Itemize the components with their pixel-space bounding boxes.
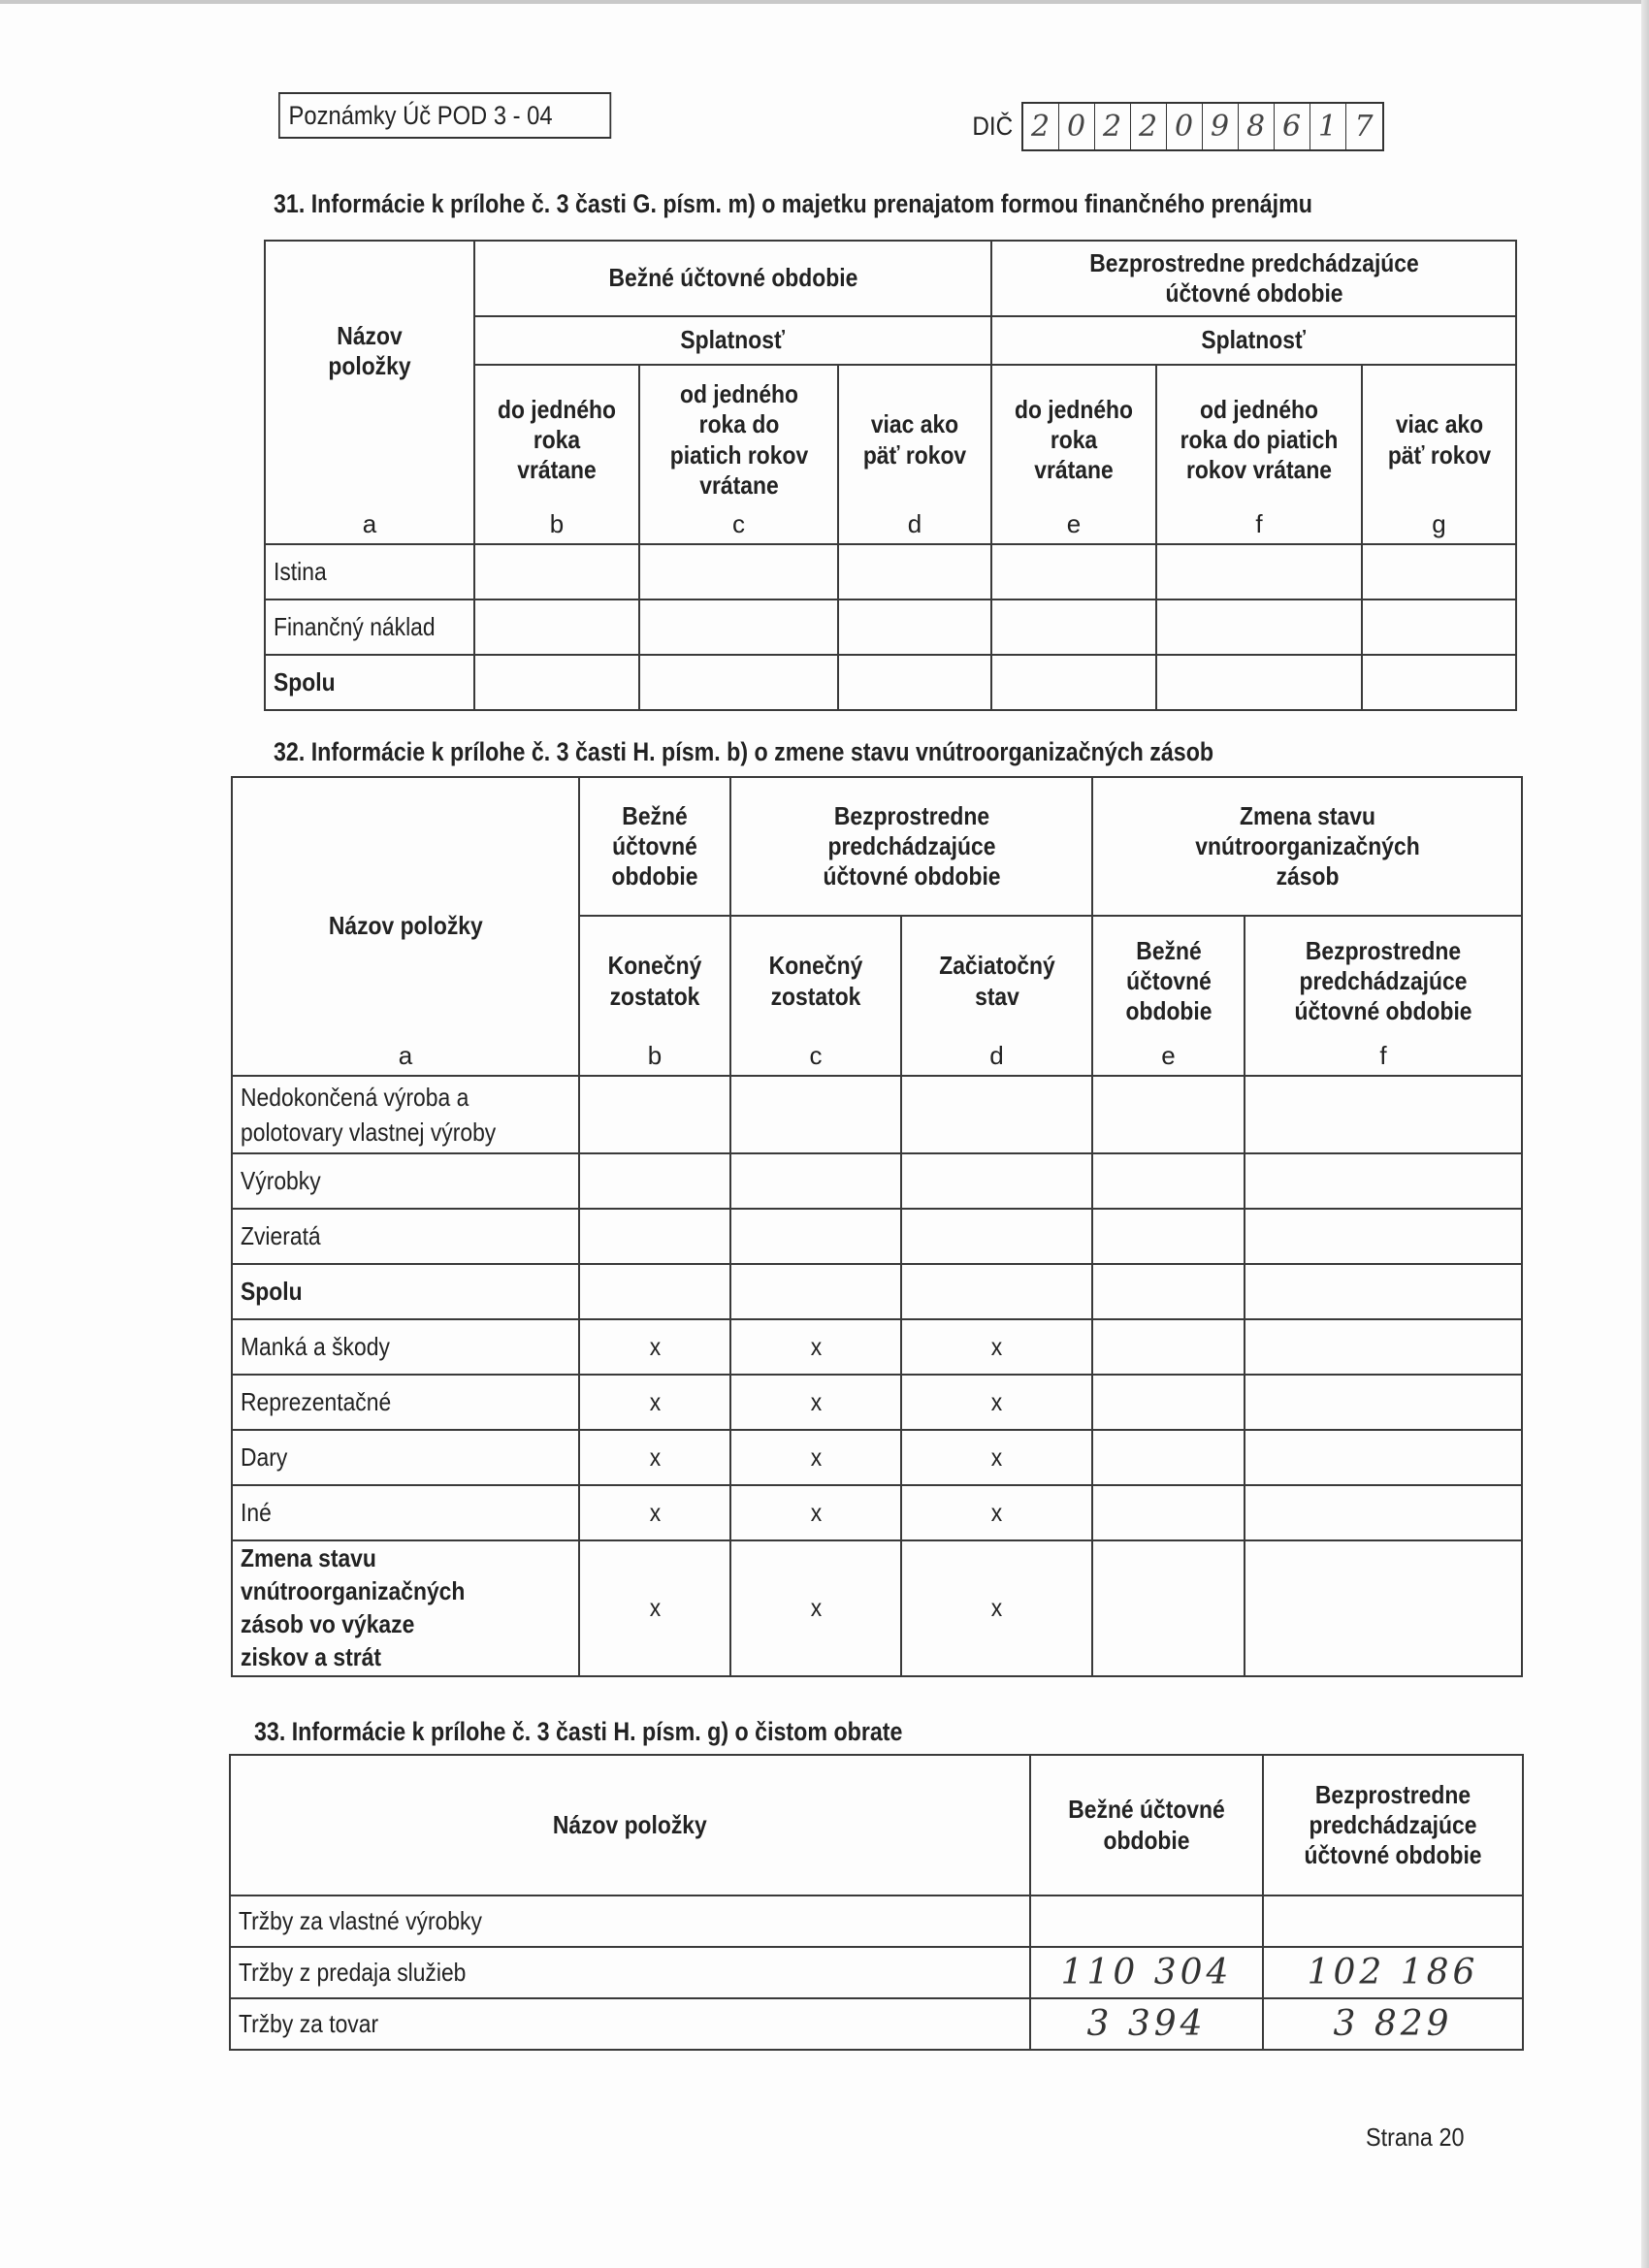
- period-previous-header: Bezprostredne predchádzajúce účtovné obdobie: [991, 241, 1516, 316]
- dic-digit[interactable]: 0: [1059, 104, 1095, 149]
- col-letter: d: [907, 508, 922, 538]
- col-header-name: Názov položky a: [232, 777, 579, 1076]
- table-row: [230, 1895, 1523, 1947]
- table-row: [230, 1947, 1523, 1998]
- data-cell[interactable]: [838, 544, 991, 599]
- form-code-text: Poznámky Úč POD 3 - 04: [288, 101, 553, 130]
- col-letter: d: [989, 1040, 1004, 1070]
- row-label: Tržby z predaja služieb: [230, 1947, 1030, 1998]
- data-cell[interactable]: [991, 655, 1156, 710]
- row-label: Tržby za tovar: [230, 1998, 1030, 2050]
- group-current-header: Bežné účtovné obdobie: [579, 777, 730, 916]
- subcol-header: Bežné účtovné obdobie e: [1092, 916, 1245, 1076]
- table-row: [230, 1998, 1523, 2050]
- net-turnover-table: [229, 1754, 1524, 2051]
- section-32-title: 32. Informácie k prílohe č. 3 časti H. písm. b) o zmene stavu vnútroorganizačných zásob: [274, 737, 1214, 766]
- value-current[interactable]: [1030, 1895, 1263, 1947]
- data-cell[interactable]: [901, 1153, 1092, 1209]
- col-letter: a: [362, 508, 377, 538]
- data-cell[interactable]: [1245, 1430, 1522, 1485]
- col-header-name: Názov položky: [230, 1755, 1030, 1895]
- subcol-header: Konečný zostatok b: [579, 916, 730, 1076]
- value-current[interactable]: 3 394: [1030, 1998, 1263, 2050]
- data-cell[interactable]: [991, 544, 1156, 599]
- col-header-current: Bežné účtovné obdobie: [1030, 1755, 1263, 1895]
- row-label: Manká a škody: [232, 1319, 579, 1375]
- col-letter: g: [1432, 508, 1446, 538]
- dic-digit-boxes: [1021, 102, 1384, 151]
- data-cell[interactable]: [1092, 1264, 1245, 1319]
- dic-field: [970, 102, 1384, 151]
- data-cell: x: [901, 1540, 1092, 1676]
- data-cell[interactable]: [579, 1264, 730, 1319]
- row-label: Nedokončená výroba a polotovary vlastnej výroby: [232, 1076, 579, 1153]
- page-number: Strana 20: [1366, 2122, 1465, 2152]
- col-letter: e: [1161, 1040, 1176, 1070]
- subcol-header: viac ako päť rokov d: [838, 365, 991, 544]
- data-cell[interactable]: [1245, 1076, 1522, 1153]
- data-cell: x: [579, 1430, 730, 1485]
- data-cell: x: [901, 1430, 1092, 1485]
- dic-digit[interactable]: 2: [1023, 104, 1059, 149]
- subcol-header: Začiatočný stav d: [901, 916, 1092, 1076]
- value-previous[interactable]: 102 186: [1263, 1947, 1523, 1998]
- row-label: Tržby za vlastné výrobky: [230, 1895, 1030, 1947]
- data-cell[interactable]: [474, 599, 639, 655]
- table-row: [232, 1375, 1522, 1430]
- data-cell[interactable]: [991, 599, 1156, 655]
- col-letter: b: [647, 1040, 663, 1070]
- row-label: Zvieratá: [232, 1209, 579, 1264]
- row-label: Istina: [265, 544, 474, 599]
- data-cell[interactable]: [730, 1209, 901, 1264]
- data-cell: x: [730, 1430, 901, 1485]
- data-cell[interactable]: [579, 1076, 730, 1153]
- table-row: [265, 544, 1516, 599]
- row-label: Iné: [232, 1485, 579, 1540]
- data-cell: x: [901, 1485, 1092, 1540]
- dic-digit[interactable]: 2: [1131, 104, 1167, 149]
- col-header-previous: Bezprostredne predchádzajúce účtovné obdobie: [1263, 1755, 1523, 1895]
- data-cell: x: [901, 1319, 1092, 1375]
- data-cell[interactable]: [579, 1153, 730, 1209]
- section-31-title: 31. Informácie k prílohe č. 3 časti G. písm. m) o majetku prenajatom formou finančného prenájmu: [274, 189, 1312, 218]
- scan-edge-right: [1641, 0, 1649, 2268]
- form-code-box: [278, 92, 611, 139]
- data-cell[interactable]: [639, 599, 838, 655]
- data-cell[interactable]: [901, 1076, 1092, 1153]
- data-cell[interactable]: [730, 1076, 901, 1153]
- col-letter: f: [1379, 1040, 1387, 1070]
- data-cell[interactable]: [1092, 1076, 1245, 1153]
- value-current[interactable]: 110 304: [1030, 1947, 1263, 1998]
- data-cell[interactable]: [1362, 544, 1516, 599]
- data-cell[interactable]: [730, 1153, 901, 1209]
- data-cell: x: [579, 1375, 730, 1430]
- table-row: [232, 1076, 1522, 1153]
- subcol-header: viac ako päť rokov g: [1362, 365, 1516, 544]
- table-row: [265, 599, 1516, 655]
- subcol-header: do jedného roka vrátane b: [474, 365, 639, 544]
- row-label: Dary: [232, 1430, 579, 1485]
- value-previous[interactable]: 3 829: [1263, 1998, 1523, 2050]
- value-previous[interactable]: [1263, 1895, 1523, 1947]
- data-cell: x: [901, 1375, 1092, 1430]
- table-row: [232, 1485, 1522, 1540]
- col-letter: f: [1255, 508, 1263, 538]
- dic-digit[interactable]: 0: [1167, 104, 1203, 149]
- data-cell[interactable]: [1245, 1540, 1522, 1676]
- data-cell[interactable]: [1092, 1375, 1245, 1430]
- table-row-total: [232, 1264, 1522, 1319]
- dic-digit[interactable]: 6: [1275, 104, 1310, 149]
- table-row: [232, 1319, 1522, 1375]
- dic-digit[interactable]: 2: [1095, 104, 1131, 149]
- scan-edge-top: [0, 0, 1649, 4]
- col-header-name: Názov položky a: [265, 241, 474, 544]
- period-current-header: Bežné účtovné obdobie: [474, 241, 991, 316]
- data-cell[interactable]: [474, 544, 639, 599]
- data-cell: x: [730, 1319, 901, 1375]
- subcol-header: do jedného roka vrátane e: [991, 365, 1156, 544]
- row-label: Spolu: [265, 655, 474, 710]
- group-change-header: Zmena stavu vnútroorganizačných zásob: [1092, 777, 1522, 916]
- data-cell[interactable]: [1092, 1153, 1245, 1209]
- data-cell[interactable]: [1156, 544, 1362, 599]
- dic-label: DIČ: [972, 112, 1014, 141]
- row-label: Zmena stavu vnútroorganizačných zásob vo výkaze ziskov a strát: [232, 1540, 579, 1676]
- data-cell: x: [730, 1540, 901, 1676]
- data-cell[interactable]: [901, 1264, 1092, 1319]
- row-label: Finančný náklad: [265, 599, 474, 655]
- data-cell[interactable]: [1245, 1264, 1522, 1319]
- dic-digit[interactable]: 7: [1354, 110, 1374, 144]
- data-cell[interactable]: [474, 655, 639, 710]
- data-cell[interactable]: [1362, 655, 1516, 710]
- data-cell[interactable]: [1156, 655, 1362, 710]
- data-cell[interactable]: [1092, 1209, 1245, 1264]
- dic-digit[interactable]: 9: [1203, 104, 1239, 149]
- data-cell[interactable]: [1245, 1209, 1522, 1264]
- lease-table: [264, 240, 1517, 711]
- data-cell: x: [730, 1485, 901, 1540]
- data-cell[interactable]: [838, 655, 991, 710]
- data-cell[interactable]: [639, 544, 838, 599]
- dic-digit[interactable]: 1: [1310, 104, 1346, 149]
- data-cell[interactable]: [1245, 1485, 1522, 1540]
- data-cell[interactable]: [1092, 1319, 1245, 1375]
- subcol-header: od jedného roka do piatich rokov vrátane c: [639, 365, 838, 544]
- col-letter: b: [549, 508, 565, 538]
- splatnost-header-previous: Splatnosť: [991, 316, 1516, 365]
- table-row: [232, 1430, 1522, 1485]
- table-row: [232, 1209, 1522, 1264]
- data-cell[interactable]: [730, 1264, 901, 1319]
- subcol-header: Bezprostredne predchádzajúce účtovné obdobie f: [1245, 916, 1522, 1076]
- data-cell[interactable]: [579, 1209, 730, 1264]
- table-row-total: [265, 655, 1516, 710]
- data-cell: x: [579, 1485, 730, 1540]
- col-letter: a: [398, 1040, 413, 1070]
- data-cell: x: [579, 1540, 730, 1676]
- splatnost-header-current: Splatnosť: [474, 316, 991, 365]
- row-label: Spolu: [232, 1264, 579, 1319]
- table-row: [232, 1153, 1522, 1209]
- subcol-header: Konečný zostatok c: [730, 916, 901, 1076]
- row-label: Výrobky: [232, 1153, 579, 1209]
- data-cell: x: [730, 1375, 901, 1430]
- data-cell[interactable]: [1092, 1540, 1245, 1676]
- table-row-total: [232, 1540, 1522, 1676]
- col-letter: c: [732, 508, 745, 538]
- data-cell[interactable]: [1245, 1319, 1522, 1375]
- data-cell[interactable]: [838, 599, 991, 655]
- data-cell: x: [579, 1319, 730, 1375]
- data-cell[interactable]: [901, 1209, 1092, 1264]
- group-previous-header: Bezprostredne predchádzajúce účtovné obdobie: [730, 777, 1092, 916]
- data-cell[interactable]: [1245, 1375, 1522, 1430]
- data-cell[interactable]: [1092, 1485, 1245, 1540]
- data-cell[interactable]: [1362, 599, 1516, 655]
- col-letter: c: [809, 1040, 823, 1070]
- section-33-title: 33. Informácie k prílohe č. 3 časti H. písm. g) o čistom obrate: [254, 1717, 903, 1746]
- dic-digit[interactable]: 8: [1239, 104, 1275, 149]
- data-cell[interactable]: [1245, 1153, 1522, 1209]
- inventory-change-table: [231, 776, 1523, 1677]
- subcol-header: od jedného roka do piatich rokov vrátane f: [1156, 365, 1362, 544]
- data-cell[interactable]: [639, 655, 838, 710]
- row-label: Reprezentačné: [232, 1375, 579, 1430]
- col-letter: e: [1066, 508, 1082, 538]
- data-cell[interactable]: [1092, 1430, 1245, 1485]
- data-cell[interactable]: [1156, 599, 1362, 655]
